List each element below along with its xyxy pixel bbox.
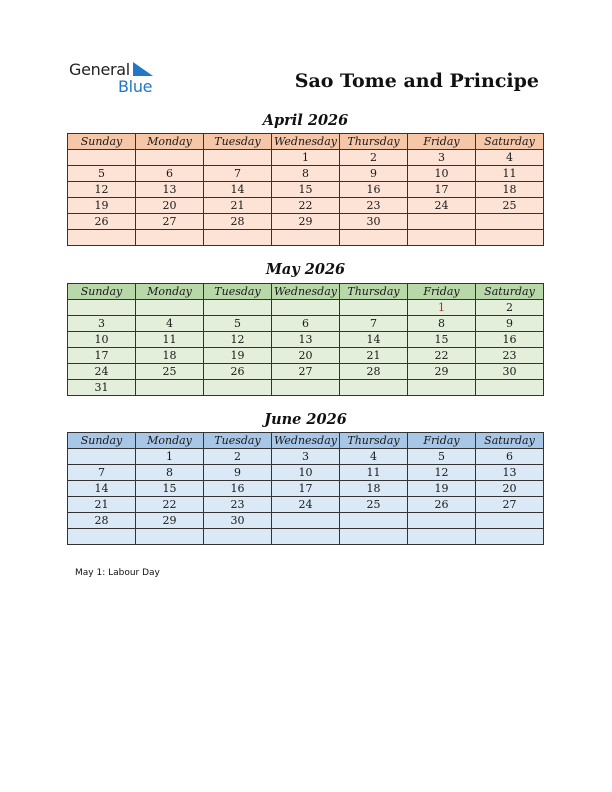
calendar-april: [67, 133, 544, 246]
empty-day-cell: [204, 529, 272, 545]
day-cell: 7: [68, 465, 136, 481]
week-row: [68, 481, 544, 497]
empty-day-cell: [136, 230, 204, 246]
day-cell: 4: [136, 316, 204, 332]
day-cell: 12: [68, 182, 136, 198]
week-row: [68, 198, 544, 214]
empty-day-cell: [68, 230, 136, 246]
week-row: [68, 513, 544, 529]
empty-day-cell: [340, 380, 408, 396]
empty-day-cell: [476, 380, 544, 396]
day-cell: 19: [204, 348, 272, 364]
week-row: [68, 364, 544, 380]
empty-day-cell: [68, 529, 136, 545]
day-cell: 21: [340, 348, 408, 364]
day-cell: 3: [272, 449, 340, 465]
day-cell: 17: [408, 182, 476, 198]
day-cell: 16: [204, 481, 272, 497]
day-cell: 1: [408, 300, 476, 316]
weekday-header-thursday: Thursday: [340, 284, 408, 300]
day-cell: 18: [476, 182, 544, 198]
empty-day-cell: [68, 150, 136, 166]
calendar-may: [67, 283, 544, 396]
week-row: [68, 316, 544, 332]
day-cell: 30: [476, 364, 544, 380]
day-cell: 15: [272, 182, 340, 198]
empty-day-cell: [68, 449, 136, 465]
day-cell: 10: [68, 332, 136, 348]
day-cell: 14: [340, 332, 408, 348]
day-cell: 24: [408, 198, 476, 214]
week-row: [68, 348, 544, 364]
empty-day-cell: [204, 230, 272, 246]
weekday-header-sunday: Sunday: [68, 284, 136, 300]
month-title-may: May 2026: [265, 261, 346, 278]
weekday-header-friday: Friday: [408, 433, 476, 449]
empty-day-cell: [204, 150, 272, 166]
day-cell: 29: [272, 214, 340, 230]
empty-day-cell: [340, 513, 408, 529]
day-cell: 25: [136, 364, 204, 380]
week-row: [68, 465, 544, 481]
week-row: [68, 332, 544, 348]
weekday-header-saturday: Saturday: [476, 284, 544, 300]
empty-day-cell: [476, 214, 544, 230]
week-row: [68, 230, 544, 246]
day-cell: 16: [476, 332, 544, 348]
weekday-header-friday: Friday: [408, 134, 476, 150]
day-cell: 18: [340, 481, 408, 497]
day-cell: 18: [136, 348, 204, 364]
day-cell: 26: [204, 364, 272, 380]
empty-day-cell: [68, 300, 136, 316]
day-cell: 3: [68, 316, 136, 332]
day-cell: 11: [136, 332, 204, 348]
day-cell: 17: [68, 348, 136, 364]
week-row: [68, 182, 544, 198]
day-cell: 31: [68, 380, 136, 396]
empty-day-cell: [136, 380, 204, 396]
empty-day-cell: [136, 150, 204, 166]
day-cell: 6: [136, 166, 204, 182]
day-cell: 8: [408, 316, 476, 332]
holiday-note: May 1: Labour Day: [75, 568, 160, 578]
day-cell: 30: [340, 214, 408, 230]
empty-day-cell: [408, 529, 476, 545]
day-cell: 25: [340, 497, 408, 513]
weekday-header-monday: Monday: [136, 284, 204, 300]
day-cell: 20: [476, 481, 544, 497]
day-cell: 11: [476, 166, 544, 182]
weekday-header-sunday: Sunday: [68, 134, 136, 150]
day-cell: 24: [68, 364, 136, 380]
day-cell: 15: [408, 332, 476, 348]
weekday-header-monday: Monday: [136, 433, 204, 449]
day-cell: 9: [340, 166, 408, 182]
weekday-header-wednesday: Wednesday: [272, 433, 340, 449]
weekday-header-thursday: Thursday: [340, 134, 408, 150]
day-cell: 29: [408, 364, 476, 380]
day-cell: 3: [408, 150, 476, 166]
day-cell: 28: [204, 214, 272, 230]
day-cell: 27: [476, 497, 544, 513]
day-cell: 30: [204, 513, 272, 529]
day-cell: 21: [204, 198, 272, 214]
month-title-june: June 2026: [264, 411, 347, 428]
empty-day-cell: [340, 300, 408, 316]
weekday-header-row: [68, 433, 544, 449]
day-cell: 14: [204, 182, 272, 198]
week-row: [68, 529, 544, 545]
day-cell: 16: [340, 182, 408, 198]
weekday-header-tuesday: Tuesday: [204, 284, 272, 300]
empty-day-cell: [408, 214, 476, 230]
logo-triangle-icon: [133, 62, 153, 76]
day-cell: 28: [68, 513, 136, 529]
day-cell: 7: [204, 166, 272, 182]
day-cell: 9: [204, 465, 272, 481]
logo-general-text: General: [69, 60, 130, 79]
day-cell: 4: [476, 150, 544, 166]
logo-blue-text: Blue: [118, 77, 153, 96]
weekday-header-wednesday: Wednesday: [272, 284, 340, 300]
empty-day-cell: [136, 529, 204, 545]
day-cell: 19: [68, 198, 136, 214]
empty-day-cell: [272, 513, 340, 529]
weekday-header-wednesday: Wednesday: [272, 134, 340, 150]
day-cell: 13: [272, 332, 340, 348]
day-cell: 13: [476, 465, 544, 481]
weekday-header-monday: Monday: [136, 134, 204, 150]
empty-day-cell: [408, 230, 476, 246]
day-cell: 29: [136, 513, 204, 529]
weekday-header-friday: Friday: [408, 284, 476, 300]
day-cell: 10: [408, 166, 476, 182]
empty-day-cell: [340, 529, 408, 545]
weekday-header-row: [68, 284, 544, 300]
day-cell: 12: [408, 465, 476, 481]
empty-day-cell: [476, 230, 544, 246]
day-cell: 17: [272, 481, 340, 497]
day-cell: 27: [272, 364, 340, 380]
day-cell: 22: [136, 497, 204, 513]
day-cell: 14: [68, 481, 136, 497]
empty-day-cell: [136, 300, 204, 316]
empty-day-cell: [272, 529, 340, 545]
day-cell: 23: [476, 348, 544, 364]
day-cell: 15: [136, 481, 204, 497]
day-cell: 20: [136, 198, 204, 214]
empty-day-cell: [204, 380, 272, 396]
day-cell: 2: [476, 300, 544, 316]
day-cell: 10: [272, 465, 340, 481]
empty-day-cell: [408, 513, 476, 529]
day-cell: 1: [272, 150, 340, 166]
week-row: [68, 497, 544, 513]
day-cell: 22: [272, 198, 340, 214]
day-cell: 26: [68, 214, 136, 230]
day-cell: 22: [408, 348, 476, 364]
weekday-header-tuesday: Tuesday: [204, 433, 272, 449]
day-cell: 21: [68, 497, 136, 513]
empty-day-cell: [476, 529, 544, 545]
week-row: [68, 449, 544, 465]
generalblue-logo: [69, 60, 169, 96]
weekday-header-row: [68, 134, 544, 150]
day-cell: 1: [136, 449, 204, 465]
day-cell: 2: [204, 449, 272, 465]
day-cell: 5: [408, 449, 476, 465]
day-cell: 5: [204, 316, 272, 332]
week-row: [68, 166, 544, 182]
calendar-june: [67, 432, 544, 545]
day-cell: 8: [136, 465, 204, 481]
day-cell: 19: [408, 481, 476, 497]
day-cell: 4: [340, 449, 408, 465]
empty-day-cell: [272, 300, 340, 316]
week-row: [68, 300, 544, 316]
weekday-header-sunday: Sunday: [68, 433, 136, 449]
day-cell: 2: [340, 150, 408, 166]
day-cell: 12: [204, 332, 272, 348]
day-cell: 5: [68, 166, 136, 182]
day-cell: 6: [272, 316, 340, 332]
day-cell: 25: [476, 198, 544, 214]
day-cell: 23: [204, 497, 272, 513]
week-row: [68, 150, 544, 166]
day-cell: 23: [340, 198, 408, 214]
day-cell: 26: [408, 497, 476, 513]
empty-day-cell: [272, 380, 340, 396]
empty-day-cell: [204, 300, 272, 316]
day-cell: 20: [272, 348, 340, 364]
country-title: Sao Tome and Principe: [294, 70, 539, 92]
weekday-header-saturday: Saturday: [476, 134, 544, 150]
day-cell: 9: [476, 316, 544, 332]
month-title-april: April 2026: [262, 112, 349, 129]
day-cell: 13: [136, 182, 204, 198]
weekday-header-saturday: Saturday: [476, 433, 544, 449]
empty-day-cell: [340, 230, 408, 246]
week-row: [68, 380, 544, 396]
weekday-header-tuesday: Tuesday: [204, 134, 272, 150]
weekday-header-thursday: Thursday: [340, 433, 408, 449]
day-cell: 6: [476, 449, 544, 465]
day-cell: 27: [136, 214, 204, 230]
day-cell: 24: [272, 497, 340, 513]
empty-day-cell: [272, 230, 340, 246]
empty-day-cell: [476, 513, 544, 529]
day-cell: 7: [340, 316, 408, 332]
day-cell: 8: [272, 166, 340, 182]
week-row: [68, 214, 544, 230]
day-cell: 11: [340, 465, 408, 481]
day-cell: 28: [340, 364, 408, 380]
empty-day-cell: [408, 380, 476, 396]
